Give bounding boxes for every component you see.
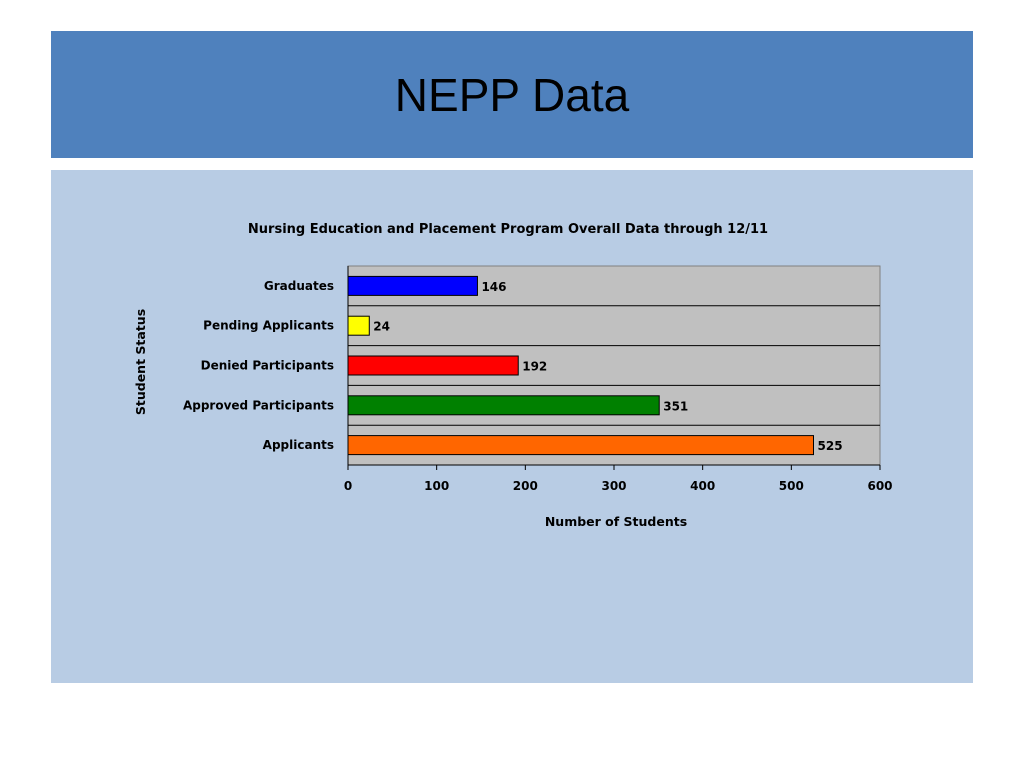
x-tick-label: 600 (867, 479, 893, 493)
x-tick-label: 0 (343, 479, 353, 493)
bar-chart (51, 170, 973, 683)
data-label: 192 (522, 359, 548, 374)
x-tick-label: 300 (601, 479, 627, 493)
x-axis-title: Number of Students (544, 514, 688, 529)
data-label: 24 (373, 319, 390, 334)
content-panel (51, 170, 973, 683)
y-axis-title: Student Status (133, 308, 148, 416)
x-tick-label: 400 (690, 479, 716, 493)
data-label: 351 (663, 399, 689, 414)
chart-title: Nursing Education and Placement Program Overall Data through 12/11 (247, 222, 769, 237)
x-tick-label: 100 (424, 479, 450, 493)
bar (348, 436, 814, 455)
category-label: Applicants (262, 438, 334, 453)
data-label: 146 (481, 279, 507, 294)
x-axis-ticks (344, 465, 893, 493)
category-label: Pending Applicants (203, 318, 334, 333)
data-label: 525 (817, 439, 843, 454)
bar (348, 356, 518, 375)
category-label: Denied Participants (200, 358, 334, 373)
slide-title-bar (51, 31, 973, 158)
x-tick-label: 500 (778, 479, 804, 493)
bar (348, 396, 659, 415)
bar (348, 276, 477, 295)
slide-title: NEPP Data (394, 68, 630, 121)
category-labels (183, 279, 334, 452)
category-label: Graduates (263, 278, 334, 293)
bar (348, 316, 369, 335)
x-tick-label: 200 (512, 479, 538, 493)
category-label: Approved Participants (182, 398, 334, 413)
